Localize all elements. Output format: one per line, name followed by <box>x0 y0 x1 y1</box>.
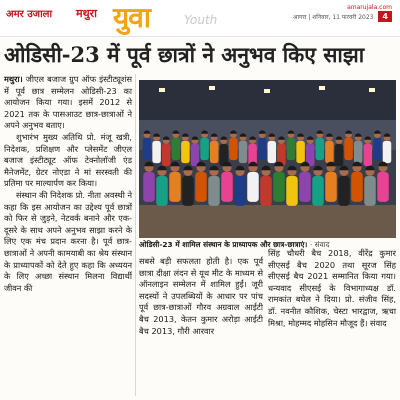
section-subtitle: Youth <box>184 13 218 27</box>
article-column-2 <box>139 256 263 396</box>
credit-text: संवाद <box>314 240 330 249</box>
date-line: आगरा | शनिवार, 11 फरवरी 2023 <box>292 14 374 21</box>
website-url: amarujala.com <box>347 4 392 11</box>
dateline: मथुरा। <box>4 74 23 84</box>
masthead <box>0 0 400 37</box>
page-number: 4 <box>378 11 392 22</box>
paper-name: अमर उजाला <box>6 9 53 20</box>
paragraph-4: सबसे बड़ी सफलता होती है। एक पूर्व छात्रा दीक्षा लंदन से यूथ मीट के माध्यम से ऑनलाइन सम्मेलन में शामिल हुईं। जूरी सदस्यों ने उपलब्धियों के आधार पर पांच पूर्व छात्र-छात्राओं गौरव अग्रवाल आईटी बैच 2013, केतन कुमार अरोड़ा आईटी बैच 2013, गौरी आरवार <box>139 256 263 336</box>
article-column-1 <box>4 74 132 394</box>
city-name: मथुरा <box>76 7 97 20</box>
paragraph-5: सिंह चौधरी बैच 2018, वीरेंद्र कुमार सीएसई बैच 2020 तथा सूरज सिंह सीएसई बैच 2021 सम्मानित किया गया। धन्यवाद सीएसई के विभागाध्यक्ष डॉ. रामकांत बघेल ने दिया। प्रो. संजीव सिंह, डॉ. नवनीत कौशिक, चेस्टा भारद्वाज, ऋचा मिश्रा, मोहम्मद मोहसिन मौजूद हैं। संवाद <box>268 248 396 328</box>
article-column-3 <box>268 248 396 396</box>
column-divider <box>135 74 136 396</box>
masthead-meta <box>293 4 392 22</box>
group-photo <box>139 80 396 238</box>
paragraph-3: संस्थान की निदेशक प्रो. नीता अवस्थी ने कहा कि इस आयोजन का उद्देश्य पूर्व छात्रों को फिर से जुड़ने, नेटवर्क बनाने और एक-दूसरे के साथ अपने अनुभव साझा करने के लिए एक मंच प्रदान करना है। पूर्व छात्र-छात्राओं ने अपनी कामयाबी का श्रेय संस्थान के प्राध्यापकों को देते हुए कहा कि अध्ययन के लिए अच्छा संस्थान मिलना विद्यार्थी जीवन की <box>4 189 132 293</box>
paragraph-1 <box>4 74 132 132</box>
photo-credit: · संवाद <box>309 240 330 249</box>
paragraph-2: शुभारंभ मुख्य अतिथि प्रो. मंजू खत्री, निदेशक, प्रशिक्षण और प्लेसमेंट जीएल बजाज इंस्टीट्यूट ऑफ टेक्नोलॉजी एंड मैनेजमेंट, ग्रेटर नोएडा ने मां सरस्वती की प्रतिमा पर माल्यार्पण कर किया। <box>4 131 132 189</box>
caption-text: ओडिसी-23 में शामिल संस्थान के प्राध्यापक और छात्र-छात्राएं। <box>139 240 308 249</box>
headline: ओडिसी-23 में पूर्व छात्रों ने अनुभव किए साझा <box>4 42 365 67</box>
paragraph-1-text: जीएल बजाज ग्रुप ऑफ इंस्टीट्यूशंस में पूर्व छात्र सम्मेलन ओडिसी-23 का आयोजन किया गया। इसमें 2012 से 2021 तक के पासआउट छात्र-छात्राओं ने अपने अनुभव बताए। <box>4 74 133 131</box>
section-title: युवा <box>113 1 151 34</box>
